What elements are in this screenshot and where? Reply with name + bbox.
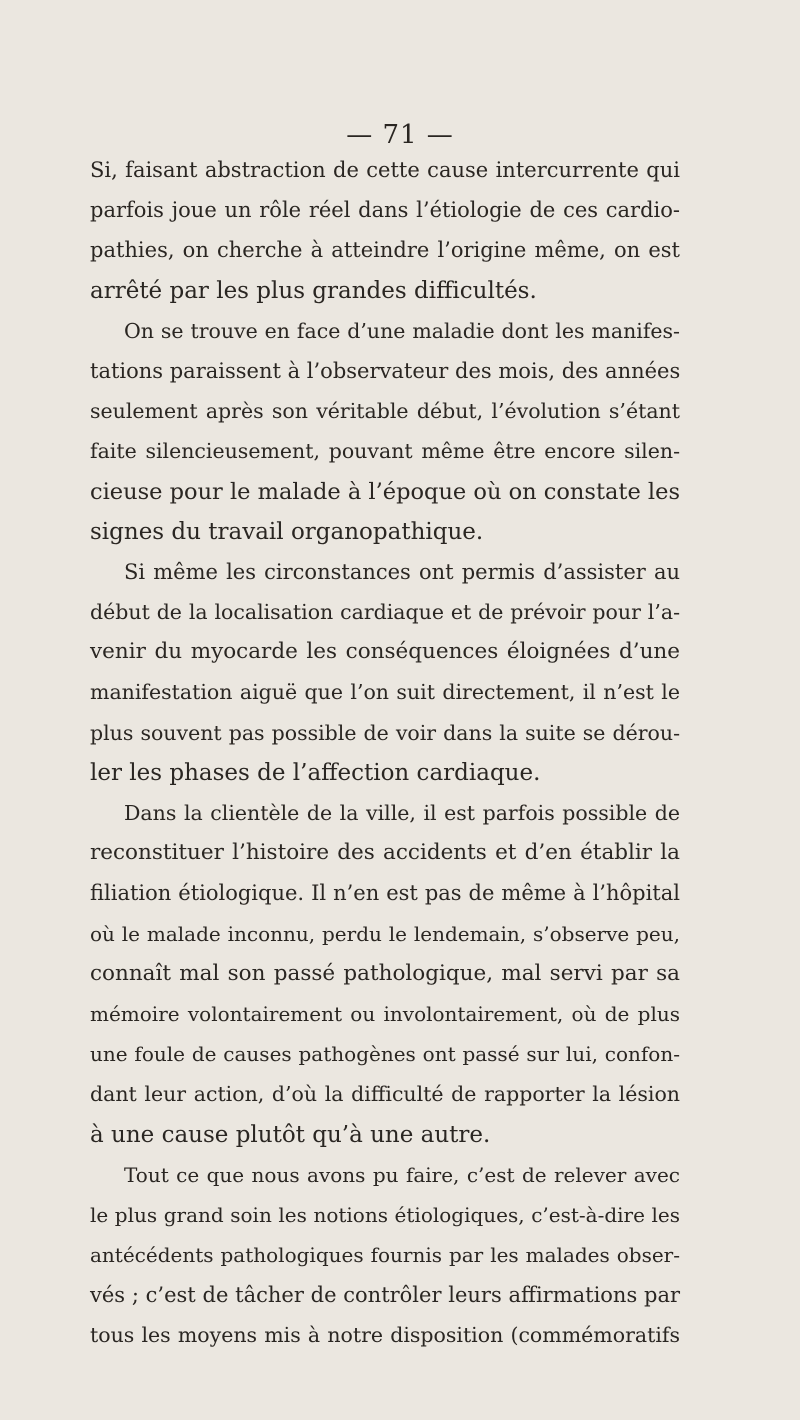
text-line: plus souvent pas possible de voir dans la suite se dérou- xyxy=(90,720,680,745)
text-line: Si même les circonstances ont permis d’assister au xyxy=(124,559,680,584)
text-line: antécédents pathologiques fournis par les malades obser- xyxy=(90,1243,680,1268)
text-line: faite silencieusement, pouvant même être encore silen- xyxy=(90,439,680,464)
page-number: — 71 — xyxy=(346,120,454,150)
text-line: début de la localisation cardiaque et de prévoir pour l’a- xyxy=(90,600,680,625)
text-line: pathies, on cherche à atteindre l’origine même, on est xyxy=(90,238,680,263)
text-line: manifestation aiguë que l’on suit directement, il n’est le xyxy=(90,680,680,705)
text-line: le plus grand soin les notions étiologiques, c’est-à-dire les xyxy=(90,1202,680,1227)
text-line: mémoire volontairement ou involontairement, où de plus xyxy=(90,1001,680,1026)
text-line: filiation étiologique. Il n’en est pas de même à l’hôpital xyxy=(90,881,680,906)
text-line: arrêté par les plus grandes difficultés. xyxy=(90,277,537,304)
text-line: Tout ce que nous avons pu faire, c’est de relever avec xyxy=(124,1162,680,1187)
text-line: ler les phases de l’affection cardiaque. xyxy=(90,759,541,786)
text-line: Si, faisant abstraction de cette cause intercurrente qui xyxy=(90,158,680,182)
text-line: vés ; c’est de tâcher de contrôler leurs affirmations par xyxy=(90,1283,680,1308)
text-line: tous les moyens mis à notre disposition (commémoratifs xyxy=(90,1323,680,1348)
text-line: une foule de causes pathogènes ont passé sur lui, confon- xyxy=(90,1042,680,1067)
text-line: à une cause plutôt qu’à une autre. xyxy=(90,1121,491,1148)
text-line: parfois joue un rôle réel dans l’étiologie de ces cardio- xyxy=(90,198,680,223)
body-text xyxy=(90,150,680,1356)
text-line: dant leur action, d’où la difficulté de rapporter la lésion xyxy=(90,1082,680,1107)
text-line: tations paraissent à l’observateur des mois, des années xyxy=(90,358,681,383)
text-line: où le malade inconnu, perdu le lendemain, s’observe peu, xyxy=(90,921,680,946)
text-line: seulement après son véritable début, l’évolution s’étant xyxy=(90,399,680,424)
text-line: cieuse pour le malade à l’époque où on constate les xyxy=(90,478,680,505)
text-line: signes du travail organopathique. xyxy=(90,518,484,545)
text-line: Dans la clientèle de la ville, il est parfois possible de xyxy=(124,801,680,825)
text-line: venir du myocarde les conséquences éloignées d’une xyxy=(90,639,680,665)
text-line: reconstituer l’histoire des accidents et d’en établir la xyxy=(90,840,680,866)
text-line: connaît mal son passé pathologique, mal servi par sa xyxy=(90,960,680,986)
text-line: On se trouve en face d’une maladie dont les manifes- xyxy=(124,318,680,343)
